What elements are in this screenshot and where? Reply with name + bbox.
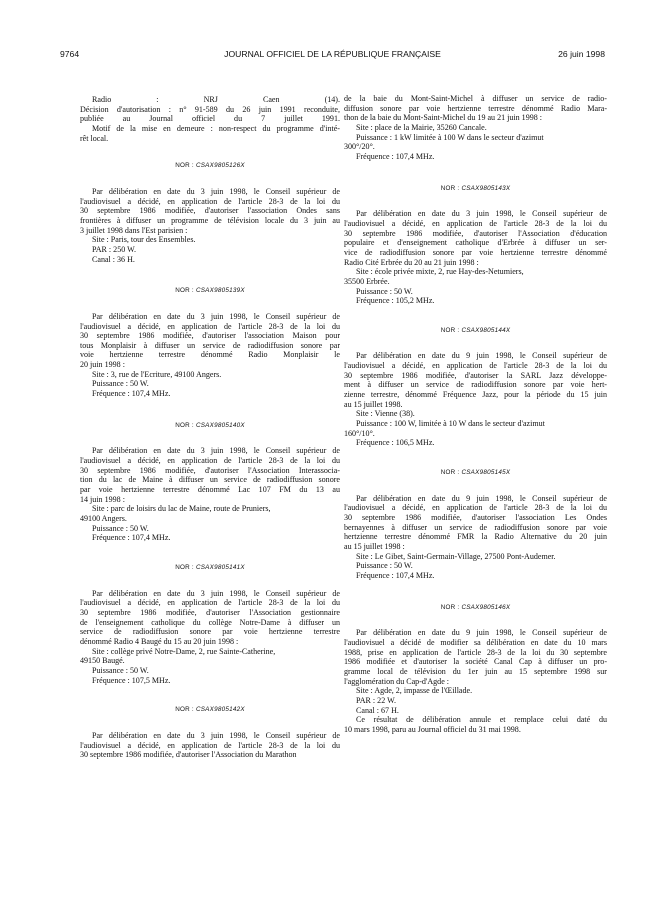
s9-details-line: Canal : 67 H. [356,705,399,715]
cont-details-line: Site : place de la Mairie, 35260 Cancale. [356,122,487,132]
nor-label: NOR : [175,421,196,429]
s7-details-line: Site : Vienne (38). [356,409,415,419]
s2-line: l'audiovisuel a décidé, en application de l'article 28-3 de la loi du [80,321,340,331]
nor-reference [80,286,340,296]
spacer [344,193,607,209]
s2-details-line: Puissance : 50 W. [92,379,149,389]
spacer [80,399,340,421]
spacer [80,573,340,589]
s8-line: au 15 juillet 1998 : [344,541,405,551]
spacer [80,430,340,446]
nor-label: NOR : [440,326,462,334]
nor-code: CSAX9805146X [461,603,511,611]
cont-details-line: 300°/20°. [344,142,375,152]
s4-details-line: 49150 Baugé. [80,656,125,666]
s3-line: Par délibération en date du 3 juin 1998, le Conseil supérieur de [92,446,340,456]
cont-line: thon de la baie du Mont-Saint-Michel du 19 au 21 juin 1998 : [344,113,543,123]
intro-line: Décision d'autorisation : n° 91-589 du 26 juin 1991 reconduite, [80,104,340,114]
nor-code: CSAX9805145X [461,469,511,477]
s1-details-line: Site : Paris, tour des Ensembles. [92,235,196,245]
spacer [80,685,340,705]
page-header [60,49,605,63]
nor-code: CSAX9805141X [195,563,245,571]
nor-label: NOR : [440,469,462,477]
s2-line: voie hertzienne terrestre dénommé Radio Monplaisir le [80,350,340,360]
cont-details-line: Fréquence : 107,4 MHz. [356,151,435,161]
s3-line: tion du lac de Maine à diffuser un service de radiodiffusion sonore [80,475,340,485]
s2-line: 20 juin 1998 : [80,360,125,370]
spacer [80,296,340,312]
s3-details-line: Site : parc de loisirs du lac de Maine, route de Pruniers, [92,504,271,514]
intro-line: Motif de la mise en demeure : non-respect du programme d'inté- [92,123,340,133]
nor-reference [344,326,607,336]
nor-code: CSAX9805142X [195,706,245,714]
nor-reference [344,468,607,478]
spacer [80,171,340,187]
s6-line: Par délibération en date du 3 juin 1998, le Conseil supérieur de [356,209,607,219]
nor-label: NOR : [175,162,196,170]
s6-line: l'audiovisuel a décidé, en application de l'article 28-3 de la loi du [344,218,607,228]
s1-details-line: PAR : 250 W. [92,244,136,254]
s7-line: 30 septembre 1986 modifiée, d'autoriser la SARL Jazz développe- [344,370,607,380]
s8-details-line: Site : Le Gibet, Saint-Germain-Village, 27500 Pont-Audemer. [356,551,556,561]
s7-line: ment à diffuser un service de radiodiffusion sonore par voie hert- [344,380,607,390]
s4-line: dénommé Radio 4 Baugé du 15 au 20 juin 1998 : [80,636,239,646]
s4-details-line: Puissance : 50 W. [92,665,149,675]
intro-line: publiée au Journal officiel du 7 juillet 1991. [80,114,340,124]
s4-line: Par délibération en date du 3 juin 1998, le Conseil supérieur de [92,588,340,598]
intro-line: rêt local. [80,133,109,143]
s3-line: l'audiovisuel a décidé, en application de l'article 28-3 de la loi du [80,456,340,466]
intro-line: Radio : NRJ Caen (14). [92,95,340,104]
s7-details-line: Puissance : 100 W, limitée à 10 W dans le secteur d'azimut [356,419,545,429]
spacer [344,478,607,494]
s2-line: 30 septembre 1986 modifiée, d'autoriser l'association Maison pour [80,331,340,341]
s2-details-line: Site : 3, rue de l'Ecriture, 49100 Angers. [92,369,222,379]
spacer [80,143,340,161]
s7-line: zienne terrestre, dénommé Fréquence Jazz, pour la période du 15 juin [344,390,607,400]
s9-line: gramme local de télévision du 1er juin au 15 septembre 1998 sur [344,666,607,676]
s6-details-line: Fréquence : 105,2 MHz. [356,296,435,306]
s1-details-line: Canal : 36 H. [92,254,135,264]
s4-line: l'audiovisuel a décidé, en application de l'article 28-3 de la loi du [80,598,340,608]
nor-reference [80,563,340,573]
spacer [80,264,340,286]
s6-line: Radio Cité Erbrée du 20 au 21 juin 1998 : [344,257,479,267]
s6-details-line: Puissance : 50 W. [356,286,413,296]
spacer [80,715,340,731]
s3-line: 14 juin 1998 : [80,494,125,504]
s1-line: Par délibération en date du 3 juin 1998, le Conseil supérieur de [92,186,340,196]
s1-line: l'audiovisuel a décidé, en application de l'article 28-3 de la loi du [80,196,340,206]
s7-line: au 15 juillet 1998. [344,399,403,409]
nor-code: CSAX9805144X [461,326,511,334]
cont-line: diffusion sonore par voie hertzienne terrestre dénommé Radio Mara- [344,103,607,113]
s9-line: l'agglomération du Cap-d'Agde : [344,676,450,686]
s5-line: Par délibération en date du 3 juin 1998, le Conseil supérieur de [92,730,340,740]
s6-details-line: 35500 Erbrée. [344,276,390,286]
s3-line: par voie hertzienne terrestre dénommé Lac 107 FM du 13 au [80,485,340,495]
nor-reference [344,603,607,613]
s9-line: l'audiovisuel a décidé de modifier sa délibération en date du 10 mars [344,637,607,647]
s8-line: l'audiovisuel a décidé, en application de l'article 28-3 de la loi du [344,503,607,513]
s9-details-line: Site : Agde, 2, impasse de l'Œillade. [356,686,473,696]
nor-code: CSAX9805143X [461,184,511,192]
s2-details-line: Fréquence : 107,4 MHz. [92,389,171,399]
s8-line: hertzienne terrestre dénommé FMR la Radio Alternative du 20 juin [344,532,607,542]
s6-line: populaire et d'enseignement catholique d'Erbrée à diffuser un ser- [344,238,607,248]
nor-code: CSAX9805140X [195,421,245,429]
s8-line: Par délibération en date du 9 juin 1998, le Conseil supérieur de [356,493,607,503]
cont-details-line: Puissance : 1 kW limitée à 100 W dans le secteur d'azimut [356,132,544,142]
cont-line: de la baie du Mont-Saint-Michel à diffuser un service de radio- [344,94,607,103]
s4-line: de l'enseignement catholique du collège Notre-Dame à diffuser un [80,617,340,627]
spacer [344,162,607,184]
spacer [80,543,340,563]
s7-details-line: Fréquence : 106,5 MHz. [356,438,435,448]
s3-details-line: 49100 Angers. [80,514,127,523]
nor-reference [80,161,340,171]
nor-label: NOR : [440,184,462,192]
s1-line: 30 septembre 1986 modifiée, d'autoriser l'association Ondes sans [80,206,340,216]
s7-details-line: 160°/10°. [344,428,375,438]
s3-details-line: Fréquence : 107,4 MHz. [92,533,171,543]
s4-line: 30 septembre 1986 modifiée, d'autoriser l'Association gestionnaire [80,607,340,617]
nor-label: NOR : [175,287,196,295]
s2-line: tous Monplaisir à diffuser un service de radiodiffusion sonore par [80,340,340,350]
left-column [80,95,340,760]
s4-line: service de radiodiffusion sonore par voie hertzienne terrestre [80,627,340,637]
spacer [344,581,607,603]
s5-line: 30 septembre 1986 modifiée, d'autoriser l'Association du Marathon [80,750,297,760]
s6-line: 30 septembre 1986 modifiée, d'autoriser l'Association d'éducation [344,228,607,238]
s3-details-line: Puissance : 50 W. [92,523,149,533]
journal-title: JOURNAL OFFICIEL DE LA RÉPUBLIQUE FRANÇAISE [224,49,441,59]
spacer [344,335,607,351]
nor-code: CSAX9805139X [195,287,245,295]
closing-line: 10 mars 1998, paru au Journal officiel du 31 mai 1998. [344,724,521,734]
s9-line: Par délibération en date du 9 juin 1998, le Conseil supérieur de [356,628,607,638]
nor-reference [80,705,340,715]
s1-line: 3 juillet 1998 dans l'Est parisien : [80,225,188,235]
nor-label: NOR : [440,603,462,611]
s4-details-line: Fréquence : 107,5 MHz. [92,675,171,685]
s6-details-line: Site : école privée mixte, 2, rue Hay-des-Netumiers, [356,267,524,277]
s8-line: bernayennes à diffuser un service de radiodiffusion sonore par voie [344,522,607,532]
page-number: 9764 [60,49,80,59]
spacer [344,612,607,628]
s8-details-line: Puissance : 50 W. [356,561,413,571]
closing-line: Ce résultat de délibération annule et remplace celui daté du [356,715,607,725]
s1-line: frontières à diffuser un programme de télévision locale du 3 juin au [80,215,340,225]
nor-label: NOR : [175,563,196,571]
s7-line: Par délibération en date du 9 juin 1998, le Conseil supérieur de [356,351,607,361]
issue-date: 26 juin 1998 [558,49,605,59]
spacer [344,306,607,326]
right-column [344,94,607,734]
nor-code: CSAX9805126X [195,162,245,170]
s6-line: vice de radiodiffusion sonore par voie hertzienne terrestre dénommé [344,247,607,257]
s9-line: 1986 modifiée et d'autoriser la société Canal Cap à diffuser un pro- [344,657,607,667]
spacer [344,448,607,468]
nor-label: NOR : [175,706,196,714]
s5-line: l'audiovisuel a décidé, en application de l'article 28-3 de la loi du [80,740,340,750]
s8-line: 30 septembre 1986 modifiée, d'autoriser l'association Les Ondes [344,513,607,522]
nor-reference [80,421,340,431]
s7-line: l'audiovisuel a décidé, en application de l'article 28-3 de la loi du [344,361,607,371]
s3-line: 30 septembre 1986 modifiée, d'autoriser l'Association Interassocia- [80,465,340,475]
s8-details-line: Fréquence : 107,4 MHz. [356,570,435,580]
s4-details-line: Site : collège privé Notre-Dame, 2, rue Sainte-Catherine, [92,646,276,656]
s9-details-line: PAR : 22 W. [356,695,396,705]
s2-line: Par délibération en date du 3 juin 1998, le Conseil supérieur de [92,311,340,321]
s9-line: 1988, prise en application de l'article 28-3 de la loi du 30 septembre [344,647,607,657]
nor-reference [344,184,607,194]
